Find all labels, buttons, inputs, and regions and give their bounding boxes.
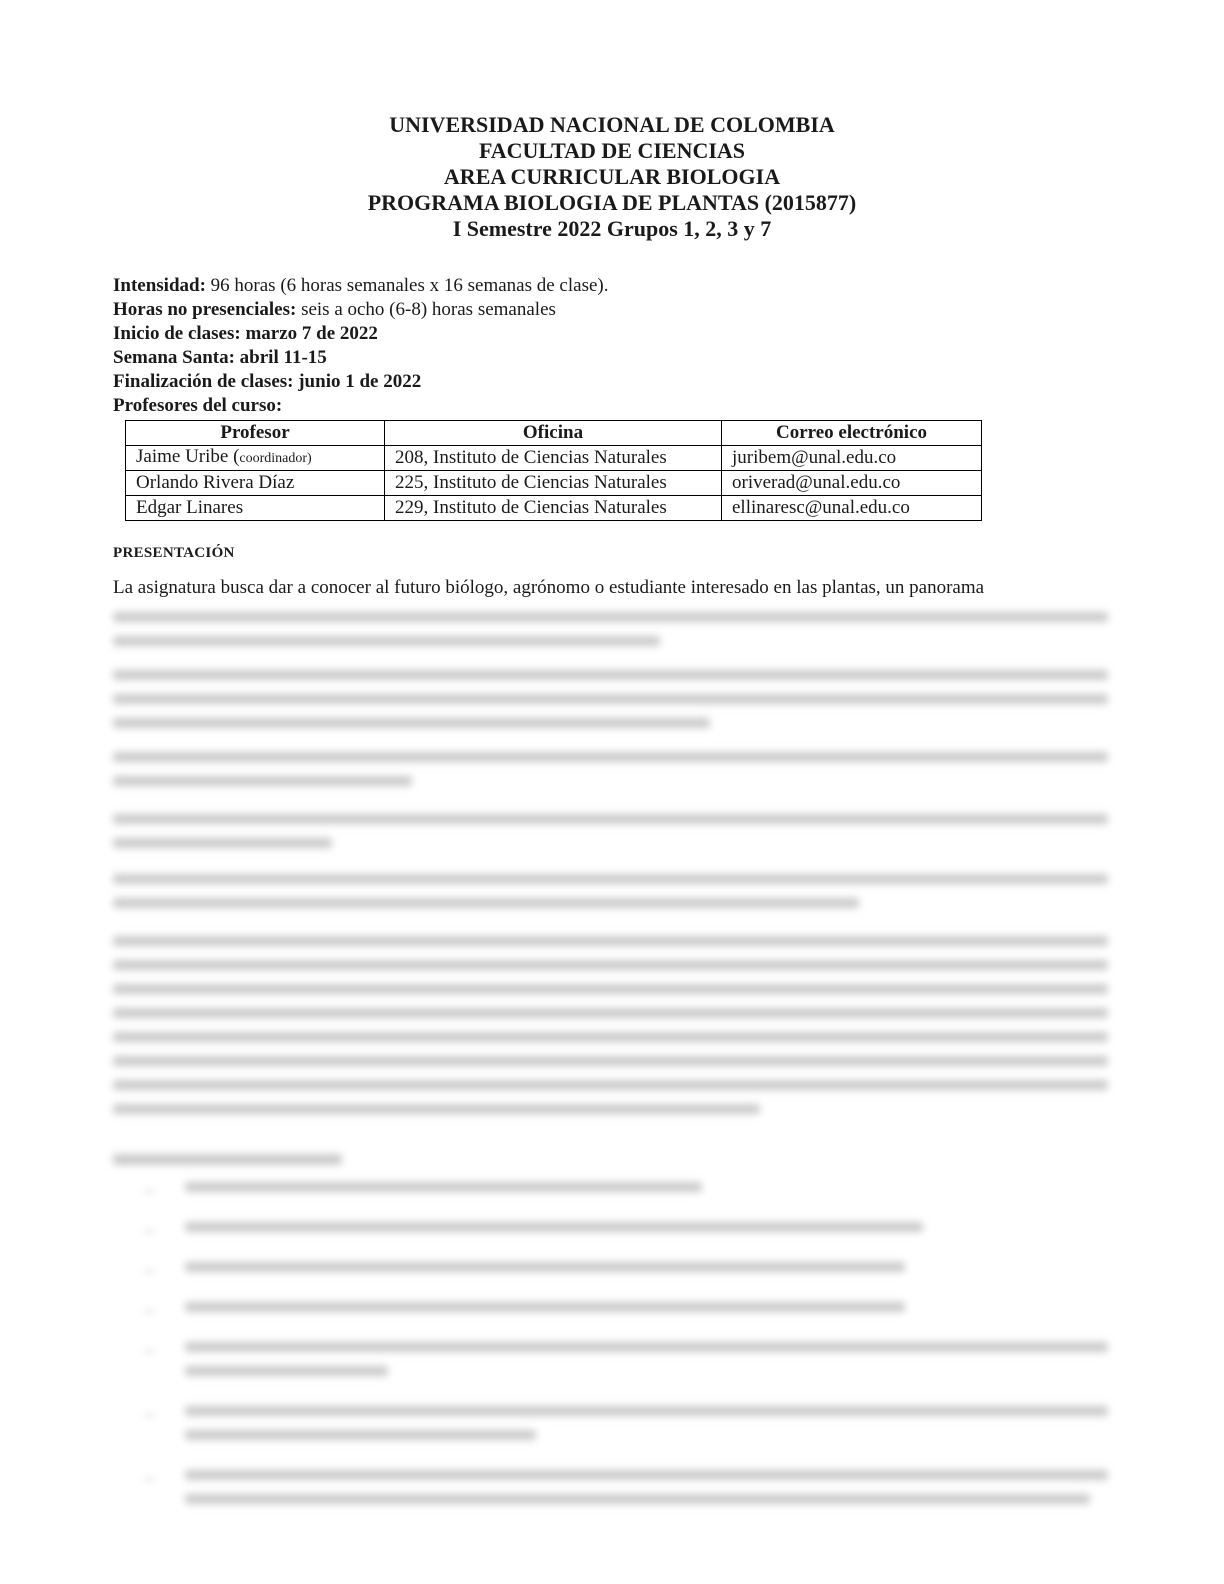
professors-heading: Profesores del curso: (113, 395, 283, 416)
document-header (0, 112, 1224, 242)
start-date: Inicio de clases: marzo 7 de 2022 (113, 323, 378, 344)
blurred-bullet-list (145, 1180, 1108, 1532)
holy-week: Semana Santa: abril 11-15 (113, 347, 327, 368)
end-date-row (113, 370, 1113, 394)
semester-groups: I Semestre 2022 Grupos 1, 2, 3 y 7 (452, 216, 772, 241)
email-cell[interactable]: juribem@unal.edu.co (722, 446, 982, 471)
list-item: – (145, 1260, 1108, 1286)
coordinator-note: coordinador) (239, 451, 312, 466)
email-cell[interactable]: ellinaresc@unal.edu.co (722, 496, 982, 521)
blurred-paragraph (113, 612, 1108, 660)
blurred-paragraph (113, 936, 1108, 1128)
blurred-paragraph (113, 814, 1108, 862)
course-info (113, 274, 1113, 418)
intensity-row (113, 274, 1113, 298)
professors-table (125, 420, 982, 521)
table-header-row (126, 421, 982, 446)
blurred-section-heading (113, 1154, 1108, 1179)
intensity-value: 96 horas (6 horas semanales x 16 semanas de clase). (205, 275, 609, 296)
intensity-label: Intensidad: (113, 275, 206, 296)
professor-name-cell (126, 446, 385, 471)
end-date: Finalización de clases: junio 1 de 2022 (113, 371, 422, 392)
presentation-heading: PRESENTACIÓN (113, 545, 235, 561)
office-cell: 225, Instituto de Ciencias Naturales (385, 471, 722, 496)
office-cell: 229, Instituto de Ciencias Naturales (385, 496, 722, 521)
blurred-paragraph (113, 874, 1108, 922)
list-item: – (145, 1468, 1108, 1518)
hours-value: seis a ocho (6-8) horas semanales (296, 299, 556, 320)
faculty-name: FACULTAD DE CIENCIAS (478, 138, 746, 163)
presentation-first-line: La asignatura busca dar a conocer al futuro biólogo, agrónomo o estudiante interesado en las plantas, un panorama (113, 577, 985, 598)
list-item: – (145, 1404, 1108, 1454)
professors-heading-row (113, 394, 1113, 418)
blurred-paragraph (113, 670, 1108, 742)
professor-name: Jaime Uribe ( (136, 446, 240, 467)
list-item: – (145, 1340, 1108, 1390)
column-header-office: Oficina (385, 421, 722, 446)
table-row (126, 446, 982, 471)
table-row (126, 496, 982, 521)
list-item: – (145, 1180, 1108, 1206)
university-name: UNIVERSIDAD NACIONAL DE COLOMBIA (389, 112, 835, 137)
column-header-professor: Profesor (126, 421, 385, 446)
start-date-row (113, 322, 1113, 346)
list-item: – (145, 1220, 1108, 1246)
professor-name-cell: Edgar Linares (126, 496, 385, 521)
office-cell: 208, Instituto de Ciencias Naturales (385, 446, 722, 471)
column-header-email: Correo electrónico (722, 421, 982, 446)
list-item: – (145, 1300, 1108, 1326)
curricular-area: AREA CURRICULAR BIOLOGIA (443, 164, 781, 189)
holy-week-row (113, 346, 1113, 370)
hours-label: Horas no presenciales: (113, 299, 297, 320)
hours-row (113, 298, 1113, 322)
professor-name-cell: Orlando Rivera Díaz (126, 471, 385, 496)
table-row (126, 471, 982, 496)
email-cell[interactable]: oriverad@unal.edu.co (722, 471, 982, 496)
program-title: PROGRAMA BIOLOGIA DE PLANTAS (2015877) (367, 190, 857, 215)
blurred-paragraph (113, 752, 1108, 800)
